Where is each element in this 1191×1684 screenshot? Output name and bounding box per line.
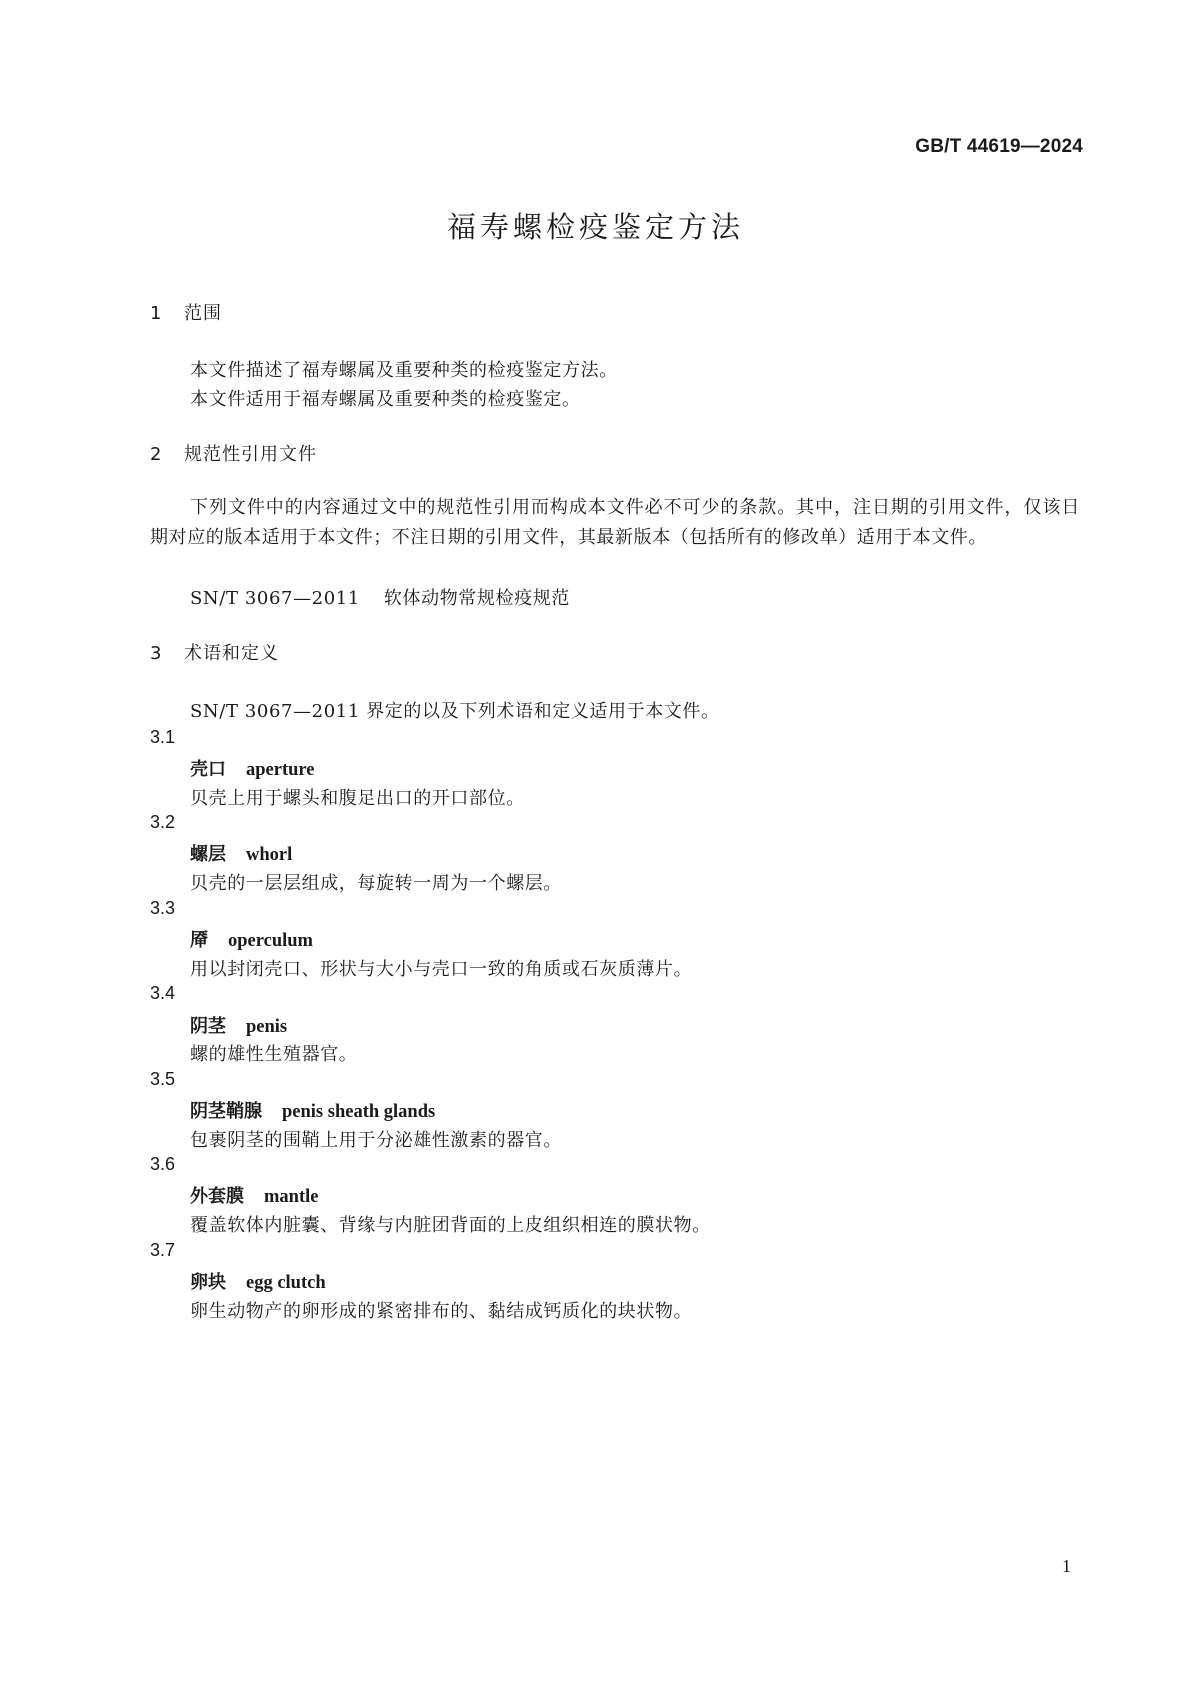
term-name	[190, 1268, 326, 1294]
section-title: 规范性引用文件	[184, 444, 317, 465]
section-1-paragraph-2: 本文件适用于福寿螺属及重要种类的检疫鉴定。	[190, 389, 581, 410]
term-zh: 卵块	[190, 1272, 226, 1293]
section-3-paragraph-1: SN/T 3067—2011 界定的以及下列术语和定义适用于本文件。	[190, 701, 720, 722]
term-zh: 阴茎	[190, 1016, 226, 1037]
term-number: 3.1	[150, 727, 176, 747]
term-definition: 包裹阴茎的围鞘上用于分泌雄性激素的器官。	[190, 1130, 562, 1151]
term-zh: 阴茎鞘腺	[190, 1101, 262, 1122]
term-en: aperture	[246, 760, 315, 780]
document-title: 福寿螺检疫鉴定方法	[446, 210, 744, 244]
term-number: 3.7	[150, 1240, 176, 1260]
term-name	[190, 1097, 435, 1123]
term-definition: 贝壳的一层层组成，每旋转一周为一个螺层。	[190, 873, 562, 894]
term-number: 3.3	[150, 898, 176, 918]
section-number: 3	[150, 643, 163, 664]
term-zh: 厣	[190, 930, 208, 951]
section-2-paragraph-1: 下列文件中的内容通过文中的规范性引用而构成本文件必不可少的条款。其中，注日期的引用文件，仅该日期对应的版本适用于本文件；不注日期的引用文件，其最新版本（包括所有的修改单）适用于本文件。	[150, 497, 1080, 548]
reference-code: SN/T 3067—2011	[190, 588, 360, 609]
section-number: 2	[150, 444, 163, 465]
term-zh: 螺层	[190, 844, 226, 865]
term-name	[190, 840, 292, 866]
section-3-heading	[150, 639, 279, 665]
term-en: operculum	[228, 931, 313, 951]
term-name	[190, 755, 315, 781]
term-number: 3.2	[150, 812, 176, 832]
term-en: egg clutch	[246, 1273, 326, 1293]
term-definition: 螺的雄性生殖器官。	[190, 1044, 358, 1065]
term-number: 3.4	[150, 983, 176, 1003]
section-1-heading	[150, 299, 222, 325]
page-number: 1	[1062, 1556, 1071, 1576]
term-zh: 壳口	[190, 759, 226, 780]
term-en: whorl	[246, 845, 293, 865]
section-title: 术语和定义	[184, 643, 279, 664]
section-title: 范围	[184, 303, 222, 324]
standard-number: GB/T 44619—2024	[915, 136, 1083, 157]
term-en: penis sheath glands	[282, 1102, 436, 1122]
term-en: penis	[246, 1017, 288, 1037]
term-number: 3.6	[150, 1154, 176, 1174]
section-2-heading	[150, 440, 317, 466]
section-number: 1	[150, 303, 163, 324]
term-definition: 贝壳上用于螺头和腹足出口的开口部位。	[190, 788, 525, 809]
section-1-paragraph-1: 本文件描述了福寿螺属及重要种类的检疫鉴定方法。	[190, 360, 618, 381]
term-name	[190, 1012, 287, 1038]
term-name	[190, 1182, 318, 1208]
reference-title: 软体动物常规检疫规范	[383, 588, 570, 609]
term-zh: 外套膜	[190, 1186, 244, 1207]
term-en: mantle	[264, 1187, 319, 1207]
term-number: 3.5	[150, 1069, 176, 1089]
term-definition: 覆盖软体内脏囊、背缘与内脏团背面的上皮组织相连的膜状物。	[190, 1215, 711, 1236]
normative-reference	[190, 584, 570, 610]
term-name	[190, 926, 313, 952]
term-definition: 卵生动物产的卵形成的紧密排布的、黏结成钙质化的块状物。	[190, 1301, 693, 1322]
term-definition: 用以封闭壳口、形状与大小与壳口一致的角质或石灰质薄片。	[190, 959, 693, 980]
